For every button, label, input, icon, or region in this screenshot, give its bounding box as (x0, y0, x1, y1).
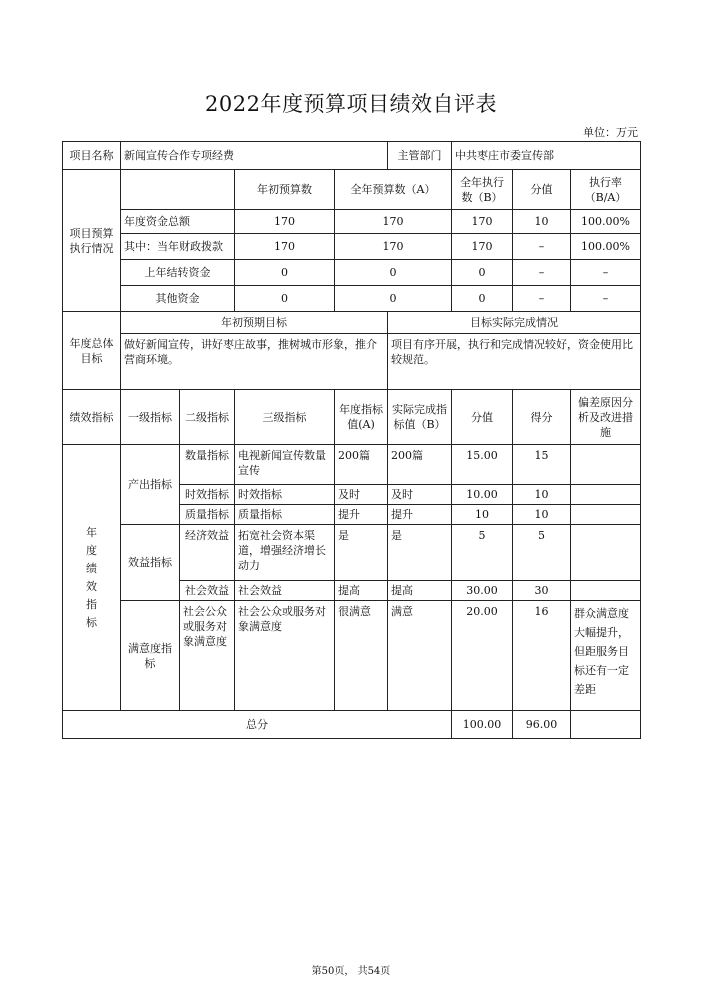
budget-row-rate: 100.00% (571, 210, 641, 234)
perf-actual: 提升 (388, 505, 452, 525)
perf-level2: 质量指标 (180, 505, 235, 525)
col-perf-score-value: 分值 (452, 390, 513, 445)
col-level3: 三级指标 (235, 390, 335, 445)
perf-actual: 满意 (388, 601, 452, 711)
col-reason: 偏差原因分析及改进措施 (571, 390, 641, 445)
budget-row-initial: 0 (235, 260, 335, 286)
budget-row-rate: – (571, 260, 641, 286)
vertical-char: 年 (86, 525, 97, 539)
perf-score: 10 (513, 485, 571, 505)
perf-score-value: 5 (452, 525, 513, 581)
perf-target: 及时 (335, 485, 388, 505)
perf-level2: 社会效益 (180, 581, 235, 601)
unit-label: 单位：万元 (583, 126, 638, 139)
perf-row (63, 601, 641, 711)
perf-score-value: 20.00 (452, 601, 513, 711)
perf-reason (571, 581, 641, 601)
perf-level3: 质量指标 (235, 505, 335, 525)
budget-row-label: 其他资金 (121, 286, 235, 312)
budget-row-annual: 170 (335, 234, 452, 260)
perf-section-label: 绩效指标 (63, 390, 121, 445)
budget-row-label: 其中：当年财政拨款 (121, 234, 235, 260)
budget-row-rate: – (571, 286, 641, 312)
perf-level2: 社会公众或服务对象满意度 (180, 601, 235, 711)
col-executed: 全年执行数（B） (452, 170, 513, 210)
perf-header-row (63, 390, 641, 445)
dept-label: 主管部门 (388, 142, 452, 170)
budget-row-score-value: – (513, 260, 571, 286)
perf-reason (571, 505, 641, 525)
budget-row-rate: 100.00% (571, 234, 641, 260)
perf-target: 是 (335, 525, 388, 581)
project-info-row (63, 142, 641, 170)
perf-actual: 及时 (388, 485, 452, 505)
goals-section-label: 年度总体目标 (63, 312, 121, 390)
perf-target: 很满意 (335, 601, 388, 711)
perf-score: 10 (513, 505, 571, 525)
goals-expected-text: 做好新闻宣传，讲好枣庄故事，推树城市形象，推介营商环境。 (121, 334, 388, 390)
vertical-char: 指 (86, 597, 97, 611)
total-row (63, 711, 641, 739)
budget-row-annual: 170 (335, 210, 452, 234)
perf-level3: 时效指标 (235, 485, 335, 505)
perf-reason (571, 485, 641, 505)
vertical-char: 绩 (86, 561, 97, 575)
col-budget-score-value: 分值 (513, 170, 571, 210)
vertical-char: 效 (86, 579, 97, 593)
perf-level3: 拓宽社会资本渠道，增强经济增长动力 (235, 525, 335, 581)
goals-header-row (63, 312, 641, 334)
col-level1: 一级指标 (121, 390, 180, 445)
budget-row-annual: 0 (335, 260, 452, 286)
col-actual: 实际完成指标值（B） (388, 390, 452, 445)
budget-row (63, 234, 641, 260)
perf-score: 15 (513, 445, 571, 485)
budget-row-exec: 170 (452, 210, 513, 234)
goals-actual-text: 项目有序开展，执行和完成情况较好，资金使用比较规范。 (388, 334, 641, 390)
perf-score-value: 10 (452, 505, 513, 525)
perf-target: 提高 (335, 581, 388, 601)
perf-actual: 是 (388, 525, 452, 581)
page-title: 2022年度预算项目绩效自评表 (205, 92, 497, 116)
budget-row-score-value: – (513, 286, 571, 312)
vertical-char: 标 (86, 615, 97, 629)
project-name-label: 项目名称 (63, 142, 121, 170)
budget-row-label: 上年结转资金 (121, 260, 235, 286)
perf-actual: 200篇 (388, 445, 452, 485)
perf-reason: 群众满意度大幅提升，但距服务目标还有一定差距 (571, 601, 641, 711)
perf-score-value: 30.00 (452, 581, 513, 601)
total-score-value: 100.00 (452, 711, 513, 739)
perf-score: 5 (513, 525, 571, 581)
budget-row-exec: 0 (452, 286, 513, 312)
budget-header-row (63, 170, 641, 210)
budget-row (63, 286, 641, 312)
goals-actual-header: 目标实际完成情况 (388, 312, 641, 334)
perf-reason (571, 445, 641, 485)
budget-row-annual: 0 (335, 286, 452, 312)
budget-row (63, 260, 641, 286)
page-footer: 第50页， 共54页 (311, 966, 391, 977)
perf-score: 30 (513, 581, 571, 601)
total-reason (571, 711, 641, 739)
perf-score: 16 (513, 601, 571, 711)
perf-level2: 经济效益 (180, 525, 235, 581)
budget-blank-header (121, 170, 235, 210)
perf-level2: 时效指标 (180, 485, 235, 505)
col-perf-score: 得分 (513, 390, 571, 445)
col-exec-rate: 执行率（B/A） (571, 170, 641, 210)
col-target: 年度指标值(A) (335, 390, 388, 445)
goals-expected-header: 年初预期目标 (121, 312, 388, 334)
total-label: 总分 (63, 711, 452, 739)
benefit-indicator-label: 效益指标 (121, 525, 180, 601)
budget-row-exec: 170 (452, 234, 513, 260)
col-annual-budget: 全年预算数（A） (335, 170, 452, 210)
budget-row-initial: 170 (235, 234, 335, 260)
perf-level2: 数量指标 (180, 445, 235, 485)
total-score: 96.00 (513, 711, 571, 739)
perf-target: 提升 (335, 505, 388, 525)
self-evaluation-table (62, 141, 641, 739)
perf-row (63, 525, 641, 581)
budget-section-label: 项目预算执行情况 (63, 170, 121, 312)
perf-vertical-label (63, 445, 121, 711)
perf-actual: 提高 (388, 581, 452, 601)
perf-row (63, 445, 641, 485)
project-name-value: 新闻宣传合作专项经费 (121, 142, 388, 170)
perf-score-value: 10.00 (452, 485, 513, 505)
dept-value: 中共枣庄市委宣传部 (452, 142, 641, 170)
output-indicator-label: 产出指标 (121, 445, 180, 525)
perf-reason (571, 525, 641, 581)
perf-level3: 电视新闻宣传数量宣传 (235, 445, 335, 485)
budget-row-initial: 170 (235, 210, 335, 234)
perf-target: 200篇 (335, 445, 388, 485)
budget-row-score-value: – (513, 234, 571, 260)
budget-row-initial: 0 (235, 286, 335, 312)
budget-row-exec: 0 (452, 260, 513, 286)
goals-content-row (63, 334, 641, 390)
budget-row-label: 年度资金总额 (121, 210, 235, 234)
budget-row (63, 210, 641, 234)
perf-score-value: 15.00 (452, 445, 513, 485)
col-level2: 二级指标 (180, 390, 235, 445)
perf-level3: 社会效益 (235, 581, 335, 601)
col-initial-budget: 年初预算数 (235, 170, 335, 210)
budget-row-score-value: 10 (513, 210, 571, 234)
satisfaction-indicator-label: 满意度指标 (121, 601, 180, 711)
vertical-char: 度 (86, 543, 97, 557)
perf-level3: 社会公众或服务对象满意度 (235, 601, 335, 711)
